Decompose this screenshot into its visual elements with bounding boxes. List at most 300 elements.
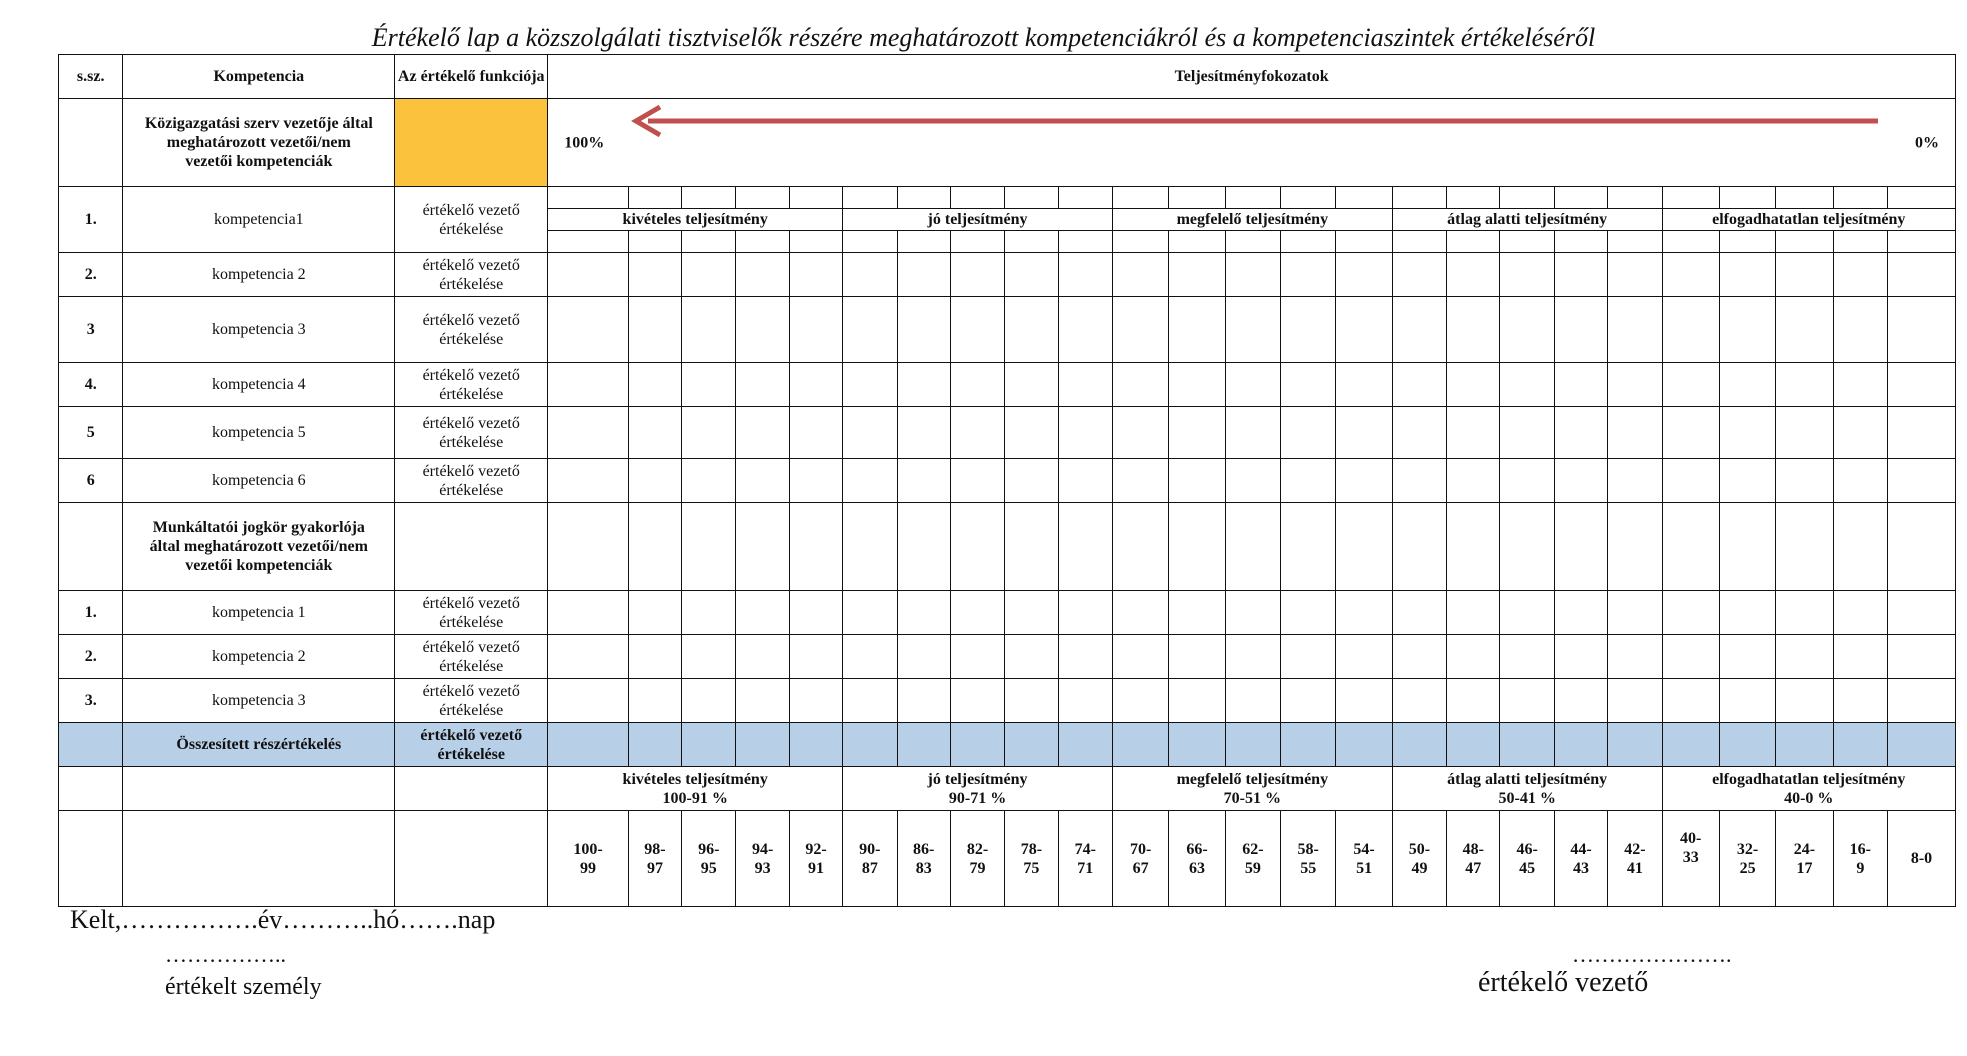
sub-range-start: 32- [1736,840,1759,858]
sub-range-end: 51 [1356,859,1373,877]
sub-range [843,811,897,907]
grade-cell [1112,459,1168,503]
grade-cell [1833,297,1887,363]
grade-cell [1225,407,1280,459]
grade-cell [897,459,950,503]
sub-range-start: 82- [966,840,989,858]
grade-cell [1888,253,1956,297]
band-header [1112,767,1392,811]
grade-cell [789,635,842,679]
sub-range [789,811,842,907]
empty-cell [395,811,548,907]
band-range: 50-41 % [1498,789,1556,807]
sub-range-end: 95 [700,859,717,877]
grade-cell [1169,679,1225,723]
grade-cell [1719,253,1775,297]
percent-scale-cell [548,99,1956,187]
sub-range-start: 86- [913,840,935,858]
grade-cell [628,679,681,723]
signature-label-left: értékelt személy [165,974,322,1000]
grade-cell [1833,253,1887,297]
grade-cell [1169,297,1225,363]
grade-cell [950,407,1004,459]
grade-cell [1888,231,1956,253]
grade-cell [1225,231,1280,253]
grade-cell [548,591,629,635]
sub-range-end: 41 [1626,859,1643,877]
summary-cell [1169,723,1225,767]
category-label: átlag alatti teljesítmény [1392,209,1662,231]
grade-cell [1776,363,1833,407]
header-funkcio: Az értékelő funkciója [395,55,548,99]
sub-range [950,811,1004,907]
grade-cell [843,363,897,407]
row-number: 3 [59,297,123,363]
competency-name: kompetencia 1 [123,591,395,635]
grade-cell [1719,231,1775,253]
grade-cell [1447,253,1500,297]
grade-cell [1058,187,1112,209]
grade-cell [1662,187,1719,209]
grade-cell [682,591,736,635]
grade-cell [1112,363,1168,407]
grade-cell [1776,503,1833,591]
summary-cell [843,723,897,767]
grade-cell [1554,187,1607,209]
grade-cell [897,407,950,459]
grade-cell [1005,503,1058,591]
grade-cell [1112,253,1168,297]
grade-cell [1776,459,1833,503]
grade-cell [1500,407,1554,459]
sub-range-end: 9 [1856,859,1865,877]
grade-cell [628,635,681,679]
grade-cell [682,187,736,209]
grade-cell [1608,363,1662,407]
grade-cell [628,459,681,503]
band-header [843,767,1113,811]
grade-cell [1281,297,1336,363]
sub-range [1281,811,1336,907]
grade-cell [1336,459,1392,503]
date-line: Kelt,…………….év………..hó…….nap [70,905,496,934]
sub-range-end: 79 [969,859,986,877]
grade-cell [1662,407,1719,459]
grade-cell [736,253,789,297]
sub-range-start: 62- [1242,840,1264,858]
sub-range-end: 91 [807,859,824,877]
grade-cell [1392,591,1446,635]
grade-cell [897,503,950,591]
grade-cell [950,297,1004,363]
grade-cell [1005,253,1058,297]
grade-cell [1719,679,1775,723]
grade-cell [1005,187,1058,209]
grade-cell [1608,231,1662,253]
grade-cell [1169,503,1225,591]
empty-cell [59,767,123,811]
summary-cell [628,723,681,767]
grade-cell [682,231,736,253]
section2-title: Munkáltatói jogkör gyakorlója által meghatározott vezetői/nem vezetői kompetenciák [123,503,395,591]
summary-cell [1392,723,1446,767]
grade-cell [843,297,897,363]
grade-cell [950,503,1004,591]
grade-cell [628,231,681,253]
band-header [1662,767,1955,811]
sub-range [1225,811,1280,907]
grade-cell [1447,679,1500,723]
evaluator-role: értékelő vezető értékelése [395,459,548,503]
grade-cell [1776,635,1833,679]
grade-cell [736,679,789,723]
signature-label-right: értékelő vezető [1478,967,1649,998]
sub-range-start: 78- [1020,840,1043,858]
grade-cell [1500,363,1554,407]
grade-cell [628,407,681,459]
grade-cell [548,679,629,723]
evaluator-role: értékelő vezető értékelése [395,187,548,253]
sub-range-end: 59 [1244,859,1261,877]
grade-cell [1447,635,1500,679]
grade-cell [897,679,950,723]
grade-cell [1662,363,1719,407]
grade-cell [628,591,681,635]
grade-cell [1500,187,1554,209]
summary-cell [1005,723,1058,767]
band-header [1392,767,1662,811]
grade-cell [789,187,842,209]
grade-cell [1719,363,1775,407]
grade-cell [843,407,897,459]
grade-cell [1662,503,1719,591]
grade-cell [736,407,789,459]
grade-cell [789,459,842,503]
grade-cell [1058,503,1112,591]
grade-cell [736,591,789,635]
sub-range-start: 54- [1353,840,1375,858]
grade-cell [1776,591,1833,635]
band-range: 90-71 % [948,789,1007,807]
competency-name: kompetencia 3 [123,679,395,723]
sub-range-end: 87 [861,859,878,877]
row-number: 3. [59,679,123,723]
grade-cell [789,591,842,635]
grade-cell [843,591,897,635]
grade-cell [950,253,1004,297]
sub-range-end: 97 [646,859,663,877]
competency-name: kompetencia1 [123,187,395,253]
grade-cell [1112,297,1168,363]
percent-left-label: 100% [564,134,605,151]
grade-cell [950,231,1004,253]
grade-cell [843,253,897,297]
grade-cell [1608,407,1662,459]
sub-range [1169,811,1225,907]
sub-range-start: 50- [1408,840,1431,858]
grade-cell [682,297,736,363]
grade-cell [1554,635,1607,679]
grade-cell [789,363,842,407]
grade-cell [1225,253,1280,297]
grade-cell [1225,503,1280,591]
band-name: átlag alatti teljesítmény [1447,770,1608,788]
grade-cell [1554,679,1607,723]
grade-cell [1554,363,1607,407]
grade-cell [1554,459,1607,503]
row-number: 1. [59,187,123,253]
grade-cell [1336,503,1392,591]
grade-cell [736,187,789,209]
header-teljesitmenyfokozatok: Teljesítményfokozatok [548,55,1956,99]
row-number: 4. [59,363,123,407]
sub-range-start: 8-0 [1910,850,1933,867]
grade-cell [1608,253,1662,297]
grade-cell [682,679,736,723]
grade-cell [897,231,950,253]
sub-range-end: 47 [1465,859,1482,877]
evaluation-table [58,54,1956,907]
sub-range-end: 63 [1188,859,1205,877]
grade-cell [1554,503,1607,591]
grade-cell [1888,363,1956,407]
empty-cell [123,767,395,811]
grade-cell [1336,679,1392,723]
empty-cell [59,99,123,187]
grade-cell [897,635,950,679]
grade-cell [1058,407,1112,459]
grade-cell [1500,231,1554,253]
sub-range-start: 46- [1516,840,1538,858]
grade-cell [1281,363,1336,407]
sub-range-end: 55 [1300,859,1317,877]
grade-cell [1281,635,1336,679]
grade-cell [1169,407,1225,459]
grade-cell [1392,503,1446,591]
grade-cell [1281,591,1336,635]
grade-cell [548,459,629,503]
sub-range-start: 92- [805,840,827,858]
grade-cell [1392,407,1446,459]
band-header [548,767,843,811]
grade-cell [1662,253,1719,297]
signature-dots-right: …………………. [1572,942,1732,967]
empty-cell [395,767,548,811]
grade-cell [736,635,789,679]
grade-cell [736,363,789,407]
grade-cell [1554,297,1607,363]
grade-cell [1225,363,1280,407]
band-name: jó teljesítmény [927,770,1028,788]
grade-cell [1608,297,1662,363]
grade-cell [1336,231,1392,253]
sub-range-end: 99 [580,859,596,877]
grade-cell [1112,503,1168,591]
grade-cell [1608,679,1662,723]
grade-cell [1776,187,1833,209]
grade-cell [843,459,897,503]
sub-range-start: 16- [1849,840,1871,858]
sub-range-start: 100- [573,840,603,858]
grade-cell [1447,363,1500,407]
grade-cell [1500,591,1554,635]
sub-range [1447,811,1500,907]
grade-cell [1336,253,1392,297]
summary-cell [1336,723,1392,767]
evaluator-role: értékelő vezető értékelése [395,363,548,407]
grade-cell [843,231,897,253]
grade-cell [1888,187,1956,209]
row-number: 2. [59,253,123,297]
grade-cell [1336,297,1392,363]
sub-range [1500,811,1554,907]
page-title: Értékelő lap a közszolgálati tisztviselők részére meghatározott kompetenciákról és a kompetenciaszintek értékeléséről [371,23,1596,52]
band-range: 70-51 % [1223,789,1281,807]
grade-cell [628,187,681,209]
grade-cell [1500,253,1554,297]
band-name: kivételes teljesítmény [622,770,768,788]
sub-range-end: 33 [1682,849,1699,866]
summary-cell [736,723,789,767]
sub-range [1554,811,1607,907]
grade-cell [1336,635,1392,679]
grade-cell [628,363,681,407]
grade-cell [1005,297,1058,363]
grade-cell [1112,187,1168,209]
grade-cell [843,187,897,209]
grade-cell [1447,591,1500,635]
grade-cell [1554,253,1607,297]
grade-cell [736,459,789,503]
sub-range [1662,811,1719,907]
grade-cell [1392,297,1446,363]
grade-cell [628,253,681,297]
grade-cell [1169,187,1225,209]
sub-range-end: 93 [754,859,771,877]
sub-range-end: 17 [1796,859,1813,877]
evaluator-role: értékelő vezető értékelése [395,407,548,459]
sub-range-start: 40- [1680,830,1702,847]
grade-cell [1888,407,1956,459]
grade-cell [950,187,1004,209]
grade-cell [789,297,842,363]
grade-cell [1169,591,1225,635]
sub-range-end: 43 [1573,859,1589,877]
grade-cell [1608,503,1662,591]
grade-cell [1392,459,1446,503]
header-ssz: s.sz. [59,55,123,99]
grade-cell [843,679,897,723]
grade-cell [1281,187,1336,209]
grade-cell [1888,635,1956,679]
grade-cell [1058,297,1112,363]
summary-cell [1058,723,1112,767]
grade-cell [628,503,681,591]
grade-cell [1112,679,1168,723]
grade-cell [1005,679,1058,723]
grade-cell [736,503,789,591]
sub-range-start: 98- [644,840,666,858]
sub-range [1888,811,1956,907]
evaluator-role: értékelő vezető értékelése [395,253,548,297]
grade-cell [1058,253,1112,297]
sub-range [1112,811,1168,907]
grade-cell [1719,187,1775,209]
grade-cell [1169,363,1225,407]
band-range: 40-0 % [1784,789,1834,807]
summary-cell [1112,723,1168,767]
sub-range [1336,811,1392,907]
grade-cell [897,297,950,363]
category-label: megfelelő teljesítmény [1112,209,1392,231]
category-label: kivételes teljesítmény [548,209,843,231]
grade-cell [1281,253,1336,297]
sub-range-start: 90- [859,840,881,858]
grade-cell [1776,407,1833,459]
grade-cell [1662,635,1719,679]
grade-cell [897,591,950,635]
grade-cell [1281,679,1336,723]
grade-cell [1447,231,1500,253]
grade-cell [1833,591,1887,635]
grade-cell [1833,407,1887,459]
sub-range [628,811,681,907]
grade-cell [1058,591,1112,635]
grade-cell [789,253,842,297]
grade-cell [1005,407,1058,459]
grade-cell [548,503,629,591]
grade-cell [789,407,842,459]
grade-cell [628,297,681,363]
grade-cell [1281,503,1336,591]
grade-cell [1005,635,1058,679]
grade-cell [1225,297,1280,363]
grade-cell [950,363,1004,407]
sub-range-start: 74- [1074,840,1096,858]
grade-cell [1608,591,1662,635]
sub-range-start: 58- [1297,840,1319,858]
sub-range-start: 66- [1186,840,1208,858]
grade-cell [1112,635,1168,679]
grade-cell [1169,231,1225,253]
sub-range [1058,811,1112,907]
grade-cell [1608,459,1662,503]
grade-cell [1058,459,1112,503]
left-arrow-icon [548,99,1955,187]
band-range: 100-91 % [662,789,728,807]
grade-cell [1776,253,1833,297]
sub-range-start: 70- [1129,840,1152,858]
grade-cell [1392,363,1446,407]
grade-cell [1447,503,1500,591]
evaluator-role: értékelő vezető értékelése [395,297,548,363]
grade-cell [548,363,629,407]
summary-cell [897,723,950,767]
sub-range [1833,811,1887,907]
sub-range-end: 71 [1077,859,1094,877]
grade-cell [950,635,1004,679]
band-name: elfogadhatatlan teljesítmény [1712,770,1906,788]
sub-range-end: 25 [1739,859,1756,877]
grade-cell [1719,297,1775,363]
empty-cell [123,811,395,907]
grade-cell [1225,459,1280,503]
competency-name: kompetencia 3 [123,297,395,363]
grade-cell [1058,363,1112,407]
sub-range-start: 24- [1793,840,1816,858]
grade-cell [1888,591,1956,635]
grade-cell [736,297,789,363]
